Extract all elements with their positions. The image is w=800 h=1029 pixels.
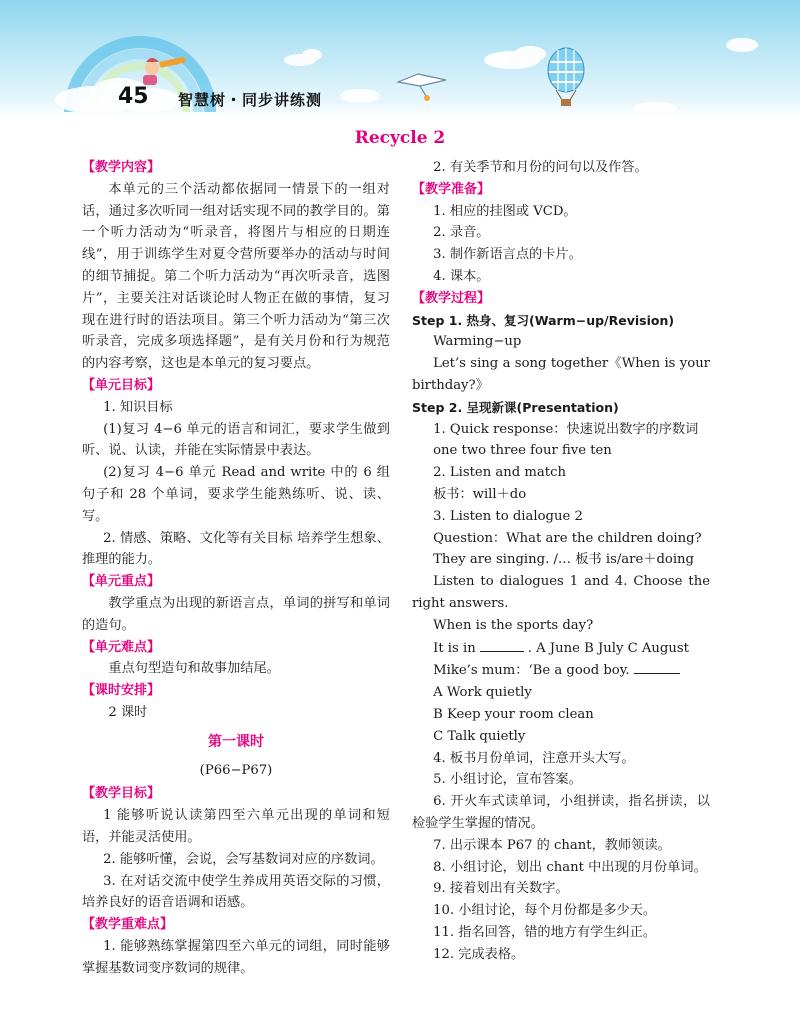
answer-blank bbox=[634, 659, 680, 674]
section-heading-goals: 【单元目标】 bbox=[82, 377, 161, 393]
process-line: 板书：will＋do bbox=[433, 486, 527, 502]
key-point-item: 2. 有关季节和月份的问句以及作答。 bbox=[433, 160, 648, 175]
objective-item: 2. 能够听懂，会说，会写基数词对应的序数词。 bbox=[103, 851, 384, 867]
objective-item: 3. 在对话交流中使学生养成用英语交际的习惯，培养良好的语音语调和语感。 bbox=[82, 873, 390, 911]
prep-item: 4. 课本。 bbox=[433, 268, 490, 284]
schedule-paragraph: 2 课时 bbox=[108, 704, 148, 720]
step-1-heading: Step 1. 热身、复习(Warm−up/Revision) bbox=[412, 312, 675, 328]
process-line: 8. 小组讨论，划出 chant 中出现的月份单词。 bbox=[433, 859, 707, 875]
process-line: 9. 接着划出有关数字。 bbox=[433, 881, 569, 897]
document-title: Recycle 2 bbox=[354, 128, 446, 148]
section-heading-schedule: 【课时安排】 bbox=[82, 683, 161, 699]
lesson-pages: (P66−P67) bbox=[199, 762, 273, 778]
section-heading-focus: 【单元重点】 bbox=[82, 574, 161, 590]
quiz-option: B Keep your room clean bbox=[433, 706, 594, 722]
section-heading-key-points: 【教学重难点】 bbox=[82, 917, 174, 933]
goal-item: (2)复习 4−6 单元 Read and write 中的 6 组句子和 28 个单词，要求学生能熟练听、说、读、写。 bbox=[82, 465, 390, 524]
quiz-option: A Work quietly bbox=[433, 685, 532, 701]
process-line: 7. 出示课本 P67 的 chant，教师领读。 bbox=[433, 837, 671, 853]
process-line: 2. Listen and match bbox=[433, 465, 566, 481]
quiz-text: It is in bbox=[433, 640, 476, 656]
process-line: one two three four five ten bbox=[433, 443, 612, 459]
quiz-option: C Talk quietly bbox=[433, 728, 526, 744]
lesson-title: 第一课时 bbox=[208, 733, 264, 750]
process-line: 1. Quick response：快速说出数字的序数词 bbox=[433, 421, 699, 437]
page-number: 45 bbox=[118, 84, 149, 109]
prep-item: 2. 录音。 bbox=[433, 225, 490, 241]
process-line: 4. 板书月份单词，注意开头大写。 bbox=[433, 750, 635, 766]
right-column bbox=[412, 157, 710, 965]
step-2-heading: Step 2. 呈现新课(Presentation) bbox=[412, 399, 619, 415]
section-heading-difficulty: 【单元难点】 bbox=[82, 639, 161, 655]
process-line: They are singing. /… 板书 is/are＋doing bbox=[433, 552, 694, 568]
goal-item: 1. 知识目标 bbox=[103, 399, 173, 415]
objective-item: 1 能够听说认读第四至六单元出现的单词和短语，并能灵活使用。 bbox=[82, 808, 390, 845]
section-heading-preparation: 【教学准备】 bbox=[412, 181, 491, 197]
process-line: 3. Listen to dialogue 2 bbox=[433, 508, 583, 524]
process-line: Let’s sing a song together《When is your birthday?》 bbox=[412, 356, 710, 393]
answer-blank bbox=[480, 637, 524, 652]
process-line: 11. 指名回答，错的地方有学生纠正。 bbox=[433, 924, 657, 940]
content-paragraph: 本单元的三个活动都依据同一情景下的一组对话，通过多次听同一组对话实现不同的教学目的。第一个听力活动为“听录音，将图片与相应的日期连线”，用于训练学生对夏令营所要举办的活动与时间的细节捕捉。第二个听力活动为“再次听录音，选图片”，主要关注对话谈论时人物正在做的事情，复习现在进行时的语法项目。第三个听力活动为“第三次听录音，完成多项选择题”，是有关月份和行为规范的内容考察，这也是本单元的复习要点。 bbox=[82, 181, 390, 372]
process-line: 10. 小组讨论，每个月份都是多少天。 bbox=[433, 903, 657, 919]
quiz-question-1 bbox=[412, 637, 710, 660]
left-column bbox=[82, 157, 390, 979]
series-title: 智慧树・同步讲练测 bbox=[178, 91, 323, 109]
quiz-options: . A June B July C August bbox=[527, 640, 689, 656]
hot-air-balloon-icon bbox=[548, 48, 584, 106]
process-line: Question：What are the children doing? bbox=[433, 530, 702, 546]
process-line: Listen to dialogues 1 and 4. Choose the right answers. bbox=[412, 574, 710, 611]
quiz-question-2 bbox=[412, 659, 710, 682]
hang-glider-icon bbox=[398, 74, 446, 101]
process-line: 5. 小组讨论，宣布答案。 bbox=[433, 772, 582, 788]
prep-item: 3. 制作新语言点的卡片。 bbox=[433, 247, 582, 263]
section-heading-content: 【教学内容】 bbox=[82, 160, 161, 175]
process-line: 6. 开火车式读单词，小组拼读，指名拼读，以检验学生掌握的情况。 bbox=[412, 794, 710, 831]
goal-item: 2. 情感、策略、文化等有关目标 培养学生想象、推理的能力。 bbox=[82, 530, 390, 568]
section-heading-process: 【教学过程】 bbox=[412, 290, 491, 306]
goal-item: (1)复习 4−6 单元的语言和词汇，要求学生做到听、说、认读，并能在实际情景中表达。 bbox=[82, 421, 390, 459]
focus-paragraph: 教学重点为出现的新语言点，单词的拼写和单词的造句。 bbox=[82, 595, 390, 633]
page-header bbox=[0, 0, 800, 118]
key-point-item: 1. 能够熟练掌握第四至六单元的词组，同时能够掌握基数词变序数词的规律。 bbox=[82, 938, 390, 976]
section-heading-objectives: 【教学目标】 bbox=[82, 786, 161, 802]
process-line: When is the sports day? bbox=[433, 617, 594, 633]
process-line: Warming−up bbox=[433, 334, 522, 350]
process-line: 12. 完成表格。 bbox=[433, 946, 525, 962]
prep-item: 1. 相应的挂图或 VCD。 bbox=[433, 203, 577, 219]
difficulty-paragraph: 重点句型造句和故事加结尾。 bbox=[108, 661, 280, 677]
quiz-text: Mike’s mum：‘Be a good boy. bbox=[433, 663, 630, 679]
